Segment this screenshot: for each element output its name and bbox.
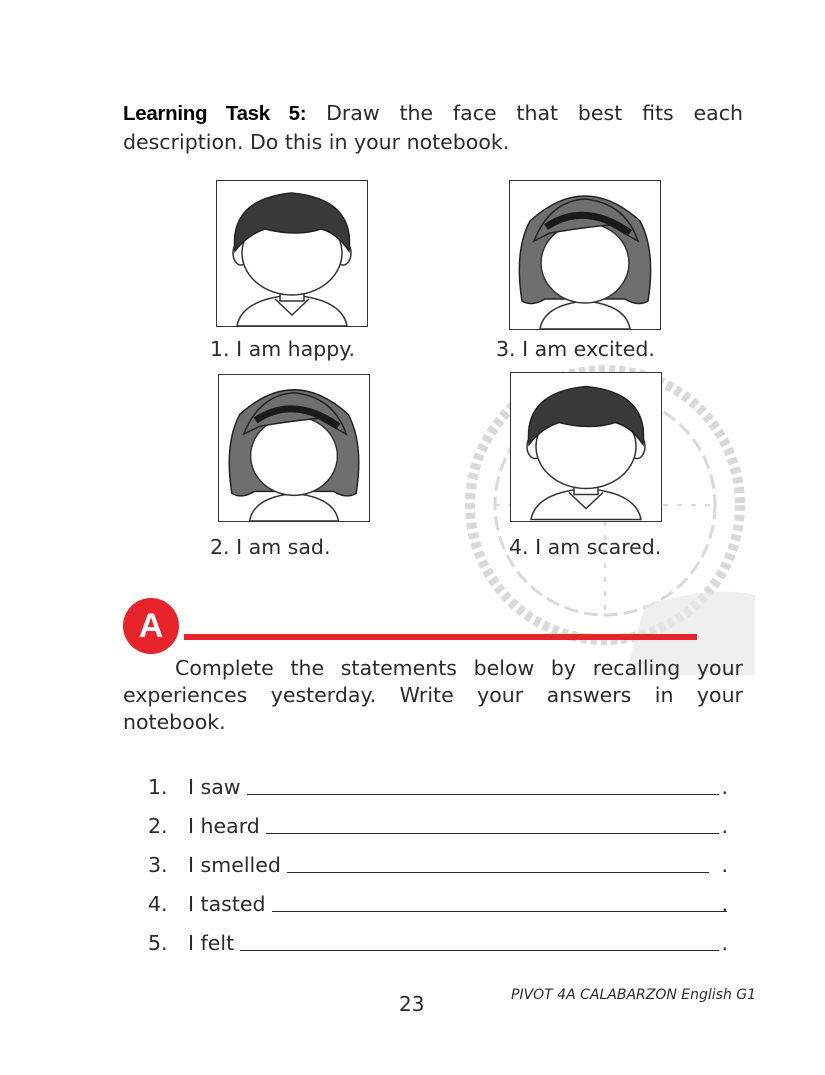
caption-2: 2. I am sad. xyxy=(210,535,331,559)
statement-end: . xyxy=(721,853,728,877)
statement-number: 5. xyxy=(148,931,168,955)
statement-end: . xyxy=(721,892,728,916)
statement-text: I tasted xyxy=(188,892,266,916)
picture-boy-4 xyxy=(510,372,662,522)
task-instructions xyxy=(123,99,743,156)
caption-1: 1. I am happy. xyxy=(210,337,355,361)
picture-boy-1 xyxy=(216,180,368,327)
statement-text: I felt xyxy=(188,931,235,955)
picture-girl-3 xyxy=(509,180,661,330)
statement-number: 4. xyxy=(148,892,168,916)
statement-text: I heard xyxy=(188,814,260,838)
section-instructions: Complete the statements below by recalling your experiences yesterday. Write your answers in your notebook. xyxy=(123,656,743,734)
statement-item xyxy=(148,799,728,838)
answer-blank xyxy=(272,911,728,912)
answer-blank xyxy=(287,872,710,873)
statement-end: . xyxy=(721,775,728,799)
statement-end: . xyxy=(721,814,728,838)
statement-item xyxy=(148,760,728,799)
task-label: Learning Task 5: xyxy=(123,102,307,125)
statement-item xyxy=(148,877,728,916)
boy-figure xyxy=(217,181,367,326)
statement-item xyxy=(148,838,728,877)
girl-figure xyxy=(219,375,369,521)
section-badge: A xyxy=(123,598,179,654)
section-divider xyxy=(184,634,697,640)
statement-number: 2. xyxy=(148,814,168,838)
caption-4: 4. I am scared. xyxy=(509,535,662,559)
statement-number: 3. xyxy=(148,853,168,877)
statement-list xyxy=(148,760,728,955)
footer-source: PIVOT 4A CALABARZON English G1 xyxy=(511,987,757,1003)
answer-blank xyxy=(240,950,719,951)
answer-blank xyxy=(247,794,720,795)
girl-figure xyxy=(510,181,660,329)
statement-item xyxy=(148,916,728,955)
boy-figure xyxy=(511,373,661,521)
statement-text: I smelled xyxy=(188,853,281,877)
statement-text: I saw xyxy=(188,775,241,799)
picture-girl-2 xyxy=(218,374,370,522)
task-text: Draw the face that best fits each description. Do this in your notebook. xyxy=(123,101,743,154)
statement-end: . xyxy=(721,931,728,955)
page-number: 23 xyxy=(399,992,425,1016)
statement-number: 1. xyxy=(148,775,168,799)
answer-blank xyxy=(266,833,720,834)
caption-3: 3. I am excited. xyxy=(496,337,655,361)
